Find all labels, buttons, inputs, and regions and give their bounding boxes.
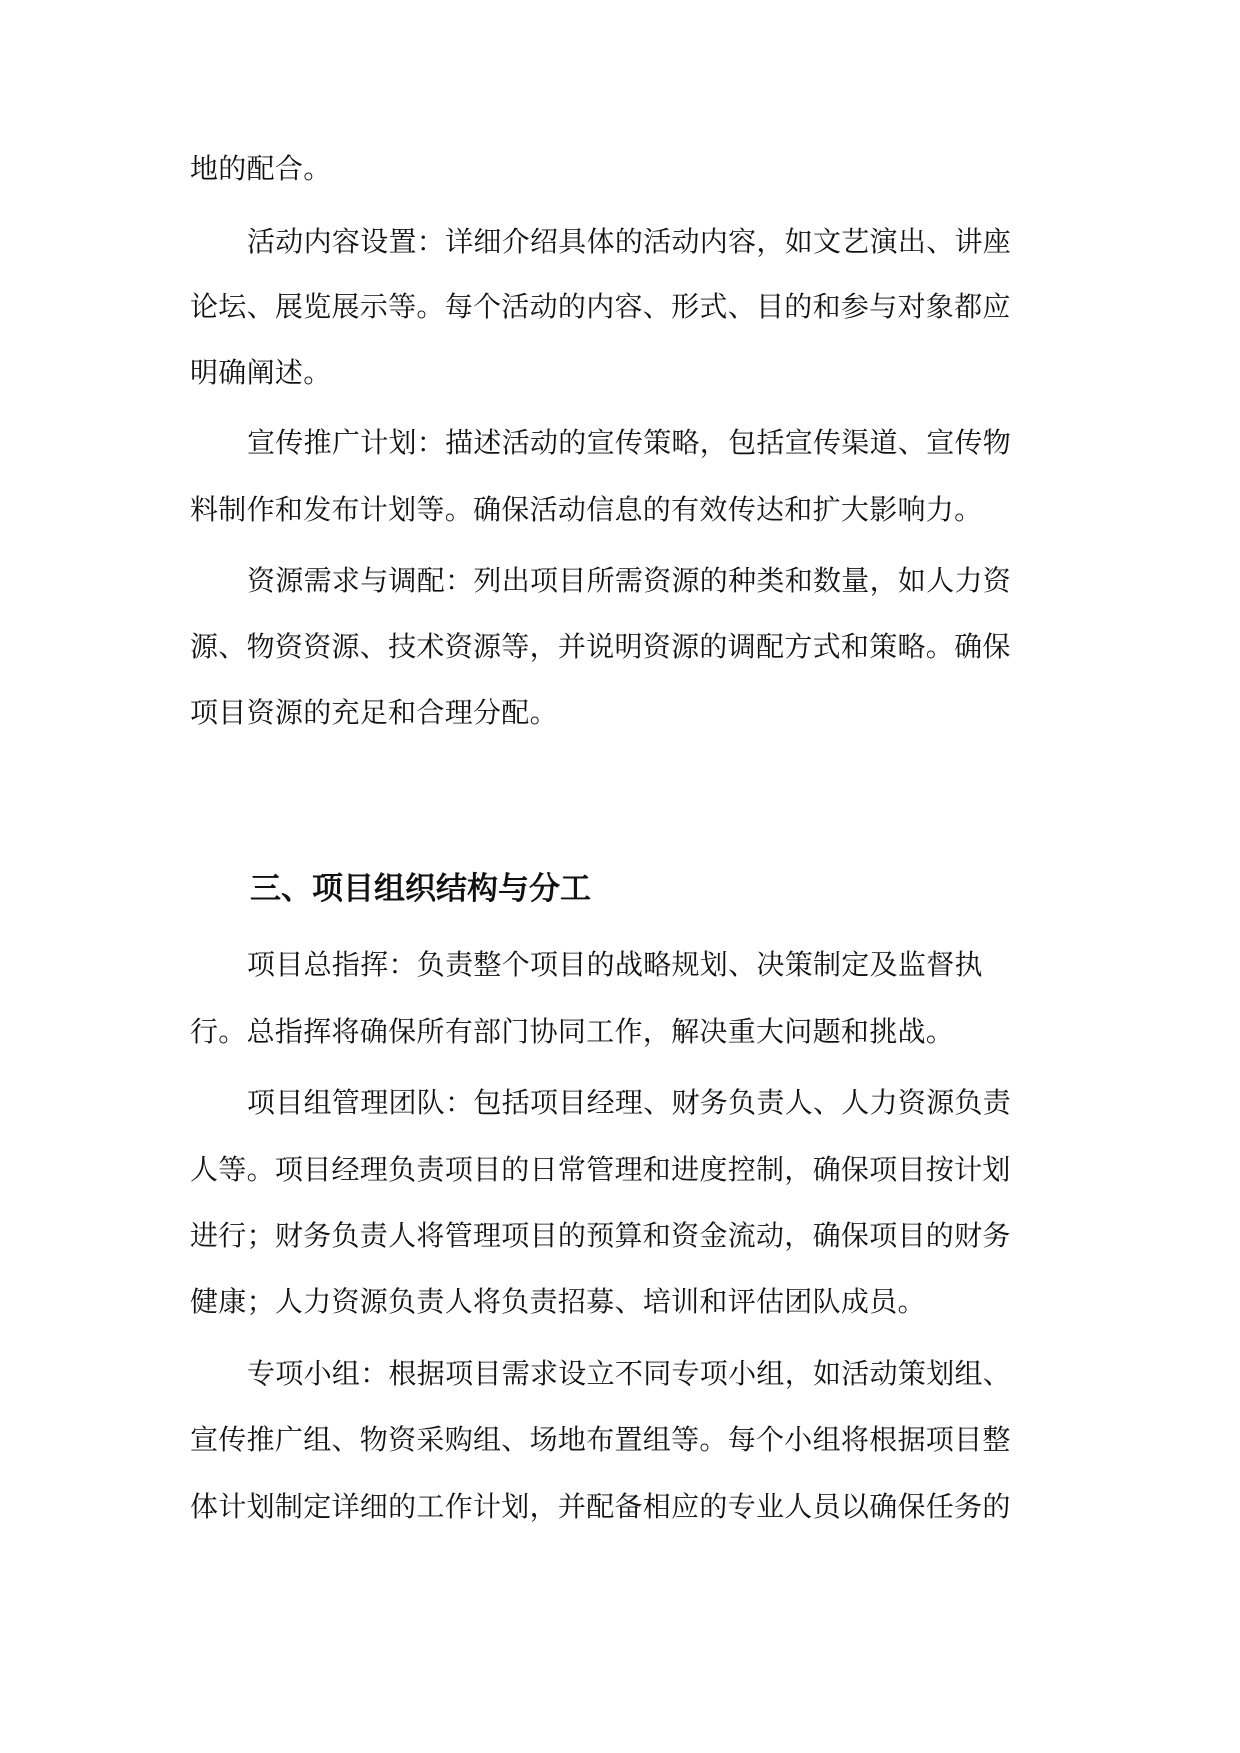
paragraph-line: 资源需求与调配：列出项目所需资源的种类和数量，如人力资 xyxy=(247,564,1012,597)
paragraph-line: 健康；人力资源负责人将负责招募、培训和评估团队成员。 xyxy=(190,1285,926,1318)
paragraph-line: 项目总指挥：负责整个项目的战略规划、决策制定及监督执 xyxy=(247,948,983,981)
section-heading: 三、项目组织结构与分工 xyxy=(250,871,591,907)
paragraph-line: 人等。项目经理负责项目的日常管理和进度控制，确保项目按计划 xyxy=(190,1153,1011,1186)
paragraph-line: 进行；财务负责人将管理项目的预算和资金流动，确保项目的财务 xyxy=(190,1219,1011,1252)
paragraph-line: 活动内容设置：详细介绍具体的活动内容，如文艺演出、讲座 xyxy=(247,225,1012,258)
paragraph-line: 地的配合。 xyxy=(190,152,332,185)
paragraph-line: 专项小组：根据项目需求设立不同专项小组，如活动策划组、 xyxy=(247,1357,1012,1390)
paragraph-line: 宣传推广组、物资采购组、场地布置组等。每个小组将根据项目整 xyxy=(190,1423,1011,1456)
paragraph-line: 明确阐述。 xyxy=(190,356,332,389)
paragraph-line: 源、物资资源、技术资源等，并说明资源的调配方式和策略。确保 xyxy=(190,630,1011,663)
paragraph-line: 项目资源的充足和合理分配。 xyxy=(190,696,558,729)
paragraph-line: 项目组管理团队：包括项目经理、财务负责人、人力资源负责 xyxy=(247,1086,1012,1119)
paragraph-line: 宣传推广计划：描述活动的宣传策略，包括宣传渠道、宣传物 xyxy=(247,426,1012,459)
paragraph-line: 论坛、展览展示等。每个活动的内容、形式、目的和参与对象都应 xyxy=(190,290,1011,323)
paragraph-line: 体计划制定详细的工作计划，并配备相应的专业人员以确保任务的 xyxy=(190,1490,1011,1523)
paragraph-line: 行。总指挥将确保所有部门协同工作，解决重大问题和挑战。 xyxy=(190,1015,955,1048)
paragraph-line: 料制作和发布计划等。确保活动信息的有效传达和扩大影响力。 xyxy=(190,493,983,526)
